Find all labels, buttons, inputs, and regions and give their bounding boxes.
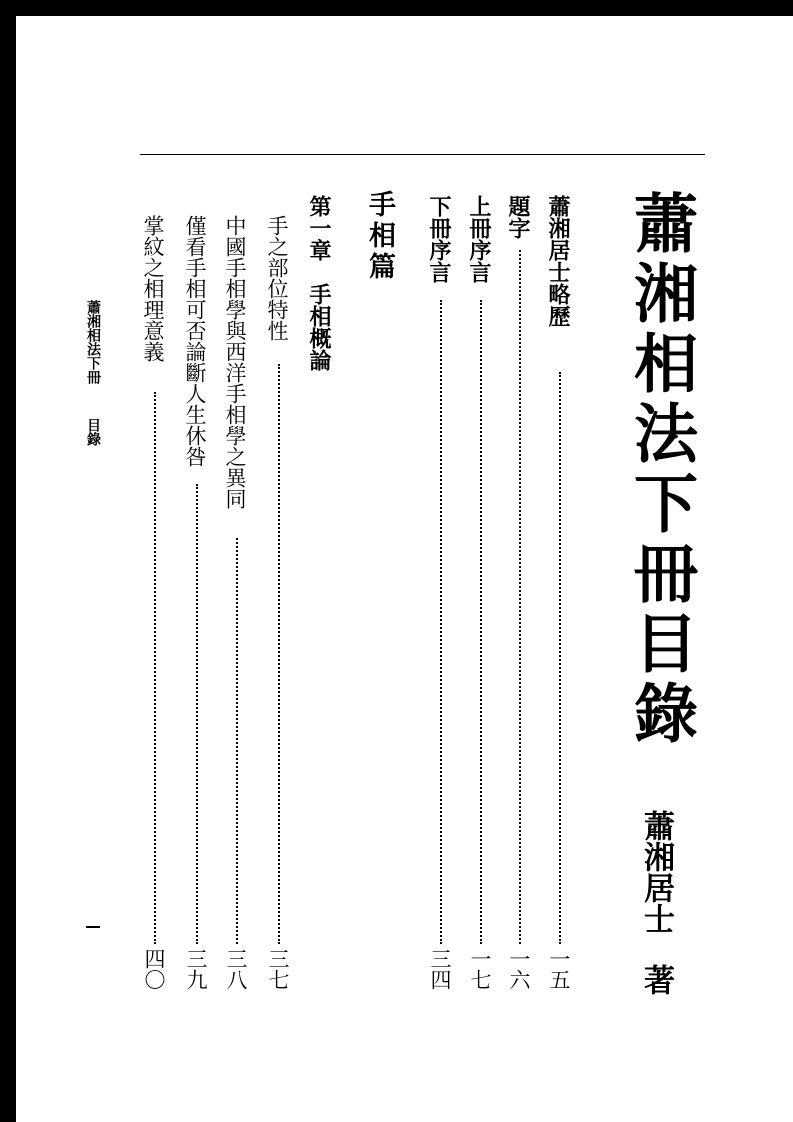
toc-page-number: 三四 — [428, 948, 452, 990]
toc-leader-dots — [154, 392, 156, 944]
toc-entry-inscription[interactable]: 題字 — [505, 195, 530, 239]
author-name: 蕭湘居士 — [638, 810, 674, 934]
page-number-mark — [86, 926, 100, 928]
header-rule — [140, 154, 705, 155]
scan-border-top — [0, 0, 793, 16]
part-title: 手相篇 — [364, 190, 395, 283]
toc-page-number: 一七 — [468, 948, 492, 990]
page-title: 蕭湘相法下冊目錄 — [623, 190, 697, 750]
toc-page-number: 四〇 — [142, 948, 166, 990]
running-title-text: 蕭湘相法下冊 — [85, 300, 101, 384]
toc-entry-preface-vol1[interactable]: 上冊序言 — [466, 195, 491, 283]
toc-page-number: 三八 — [224, 948, 248, 990]
toc-entry-chinese-vs-western[interactable]: 中國手相學與西洋手相學之異同 — [223, 215, 247, 509]
toc-leader-dots — [278, 364, 280, 944]
toc-page-number: 一六 — [507, 948, 531, 990]
toc-page-number: 一五 — [547, 948, 571, 990]
scan-border-left — [0, 0, 16, 1122]
toc-page-number: 三七 — [266, 948, 290, 990]
toc-leader-dots — [480, 300, 482, 944]
author-suffix: 著 — [638, 964, 674, 995]
toc-leader-dots — [196, 484, 198, 944]
toc-page-number: 三九 — [184, 948, 208, 990]
toc-leader-dots — [519, 250, 521, 944]
toc-entry-hand-parts[interactable]: 手之部位特性 — [265, 215, 289, 341]
toc-leader-dots — [236, 538, 238, 944]
toc-entry-biography[interactable]: 蕭湘居士略歷 — [545, 195, 570, 327]
toc-entry-preface-vol2[interactable]: 下冊序言 — [426, 195, 451, 283]
toc-leader-dots — [440, 300, 442, 944]
toc-leader-dots — [559, 372, 561, 944]
toc-entry-palm-lines[interactable]: 掌紋之相理意義 — [141, 215, 165, 362]
toc-entry-judging-fortune[interactable]: 僅看手相可否論斷人生休咎 — [183, 215, 207, 467]
chapter-title[interactable]: 第一章 手相概論 — [306, 195, 331, 371]
running-title — [86, 300, 100, 446]
running-section-text: 目錄 — [85, 418, 101, 446]
